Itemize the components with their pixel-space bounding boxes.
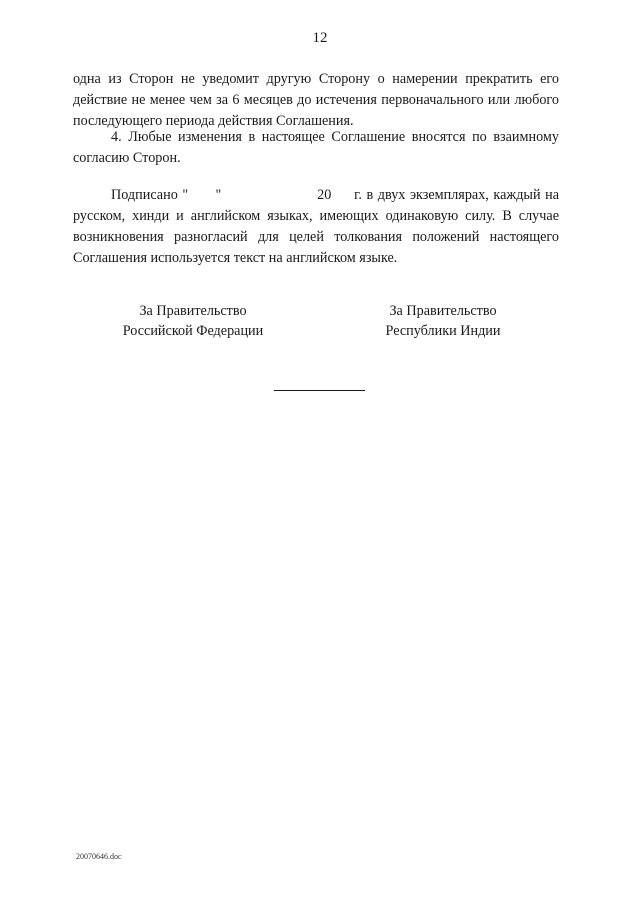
paragraph-signed-copies: Подписано " " 20 г. в двух экземплярах, каждый на русском, хинди и английском языках, имеющих одинаковую силу. В случае возникновения разногласий для целей толкования положений настоящего Соглашения используется текст на английском языке. [73,187,563,266]
signature-russia-line1: За Правительство [139,303,247,319]
signature-india-line1: За Правительство [389,303,497,319]
signature-russia-line2: Российской Федерации [122,323,264,339]
paragraph-termination-notice: одна из Сторон не уведомит другую Сторону о намерении прекратить его действие не менее чем за 6 месяцев до истечения первоначального или любого последующего периода действия Соглашения. [73,71,559,129]
paragraph-amendments: 4. Любые изменения в настоящее Соглашение вносятся по взаимному согласию Сторон. [73,129,559,166]
signature-block-russia [108,301,278,341]
footer-filename: 20070646.doc [76,852,122,861]
page-number: 12 [312,30,328,46]
signature-block-india [368,301,518,341]
signature-india-line2: Республики Индии [385,323,501,339]
end-divider [274,390,365,391]
